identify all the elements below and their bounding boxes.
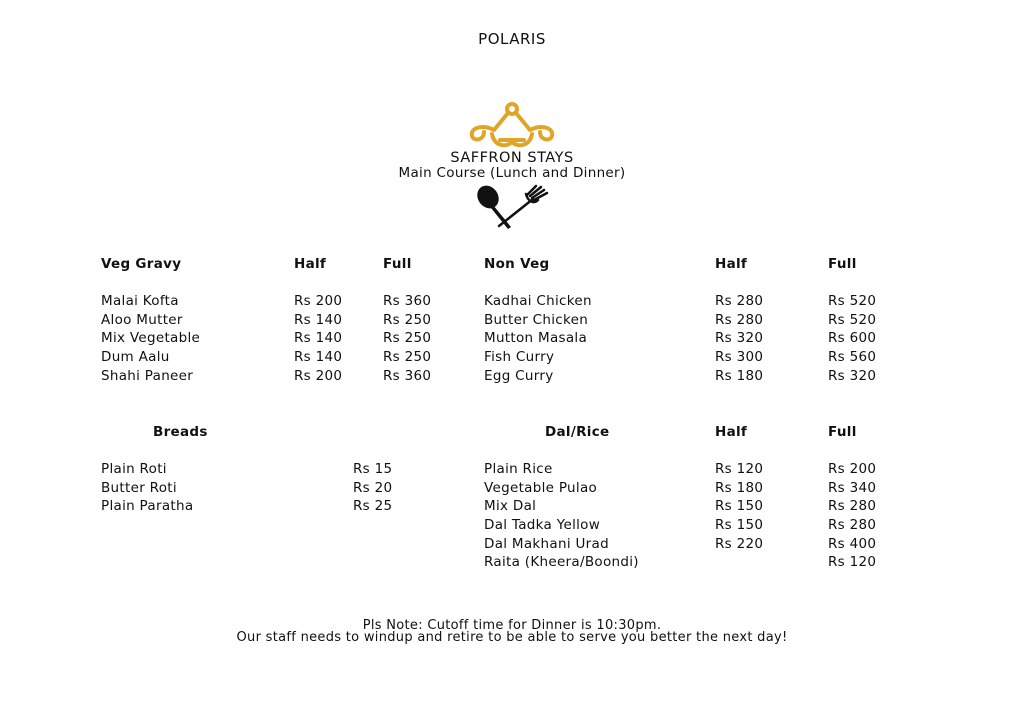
- non-veg-full-header: Full: [828, 256, 857, 272]
- dal-rice-full-header: Full: [828, 424, 857, 440]
- item-half-price: Rs 200: [294, 293, 343, 309]
- item-name: Aloo Mutter: [101, 312, 183, 328]
- dal-rice-header: Dal/Rice: [545, 424, 610, 440]
- item-name: Raita (Kheera/Boondi): [484, 554, 639, 570]
- item-name: Butter Chicken: [484, 312, 589, 328]
- menu-subtitle: Main Course (Lunch and Dinner): [398, 165, 626, 181]
- item-full-price: Rs 340: [828, 480, 877, 496]
- item-full-price: Rs 360: [383, 368, 432, 384]
- item-full-price: Rs 280: [828, 498, 877, 514]
- item-price: Rs 20: [353, 480, 393, 496]
- item-price: Rs 25: [353, 498, 393, 514]
- item-half-price: Rs 200: [294, 368, 343, 384]
- item-half-price: Rs 180: [715, 368, 764, 384]
- cutoff-note: Pls Note: Cutoff time for Dinner is 10:30pm.: [362, 618, 662, 633]
- item-half-price: Rs 140: [294, 312, 343, 328]
- breads-header: Breads: [153, 424, 208, 440]
- item-half-price: Rs 150: [715, 517, 764, 533]
- item-full-price: Rs 320: [828, 368, 877, 384]
- item-half-price: Rs 220: [715, 536, 764, 552]
- item-name: Egg Curry: [484, 368, 554, 384]
- item-full-price: Rs 250: [383, 330, 432, 346]
- item-half-price: Rs 300: [715, 349, 764, 365]
- item-full-price: Rs 560: [828, 349, 877, 365]
- item-full-price: Rs 200: [828, 461, 877, 477]
- item-full-price: Rs 250: [383, 312, 432, 328]
- spoon-fork-icon: [470, 184, 554, 230]
- item-half-price: Rs 150: [715, 498, 764, 514]
- item-half-price: Rs 120: [715, 461, 764, 477]
- item-name: Mutton Masala: [484, 330, 588, 346]
- non-veg-header: Non Veg: [484, 256, 550, 272]
- saffron-stays-logo-icon: [466, 100, 558, 150]
- item-name: Plain Roti: [101, 461, 167, 477]
- item-half-price: Rs 140: [294, 349, 343, 365]
- dal-rice-half-header: Half: [715, 424, 748, 440]
- item-full-price: Rs 600: [828, 330, 877, 346]
- brand-name: SAFFRON STAYS: [450, 150, 574, 166]
- item-full-price: Rs 520: [828, 293, 877, 309]
- item-full-price: Rs 520: [828, 312, 877, 328]
- item-half-price: Rs 280: [715, 293, 764, 309]
- page-title: POLARIS: [478, 30, 546, 48]
- item-half-price: Rs 320: [715, 330, 764, 346]
- item-name: Dal Tadka Yellow: [484, 517, 601, 533]
- item-name: Malai Kofta: [101, 293, 179, 309]
- item-name: Fish Curry: [484, 349, 555, 365]
- item-half-price: Rs 180: [715, 480, 764, 496]
- item-half-price: Rs 280: [715, 312, 764, 328]
- item-name: Dum Aalu: [101, 349, 170, 365]
- veg-gravy-half-header: Half: [294, 256, 327, 272]
- item-name: Mix Dal: [484, 498, 537, 514]
- item-half-price: Rs 140: [294, 330, 343, 346]
- non-veg-half-header: Half: [715, 256, 748, 272]
- item-full-price: Rs 400: [828, 536, 877, 552]
- item-full-price: Rs 280: [828, 517, 877, 533]
- item-full-price: Rs 250: [383, 349, 432, 365]
- item-name: Vegetable Pulao: [484, 480, 598, 496]
- item-full-price: Rs 360: [383, 293, 432, 309]
- item-name: Kadhai Chicken: [484, 293, 592, 309]
- veg-gravy-header: Veg Gravy: [101, 256, 182, 272]
- item-name: Plain Paratha: [101, 498, 194, 514]
- item-name: Butter Roti: [101, 480, 177, 496]
- item-name: Plain Rice: [484, 461, 553, 477]
- item-name: Dal Makhani Urad: [484, 536, 609, 552]
- item-full-price: Rs 120: [828, 554, 877, 570]
- item-name: Shahi Paneer: [101, 368, 194, 384]
- veg-gravy-full-header: Full: [383, 256, 412, 272]
- staff-note: Our staff needs to windup and retire to be able to serve you better the next day!: [236, 630, 788, 645]
- item-price: Rs 15: [353, 461, 393, 477]
- item-name: Mix Vegetable: [101, 330, 201, 346]
